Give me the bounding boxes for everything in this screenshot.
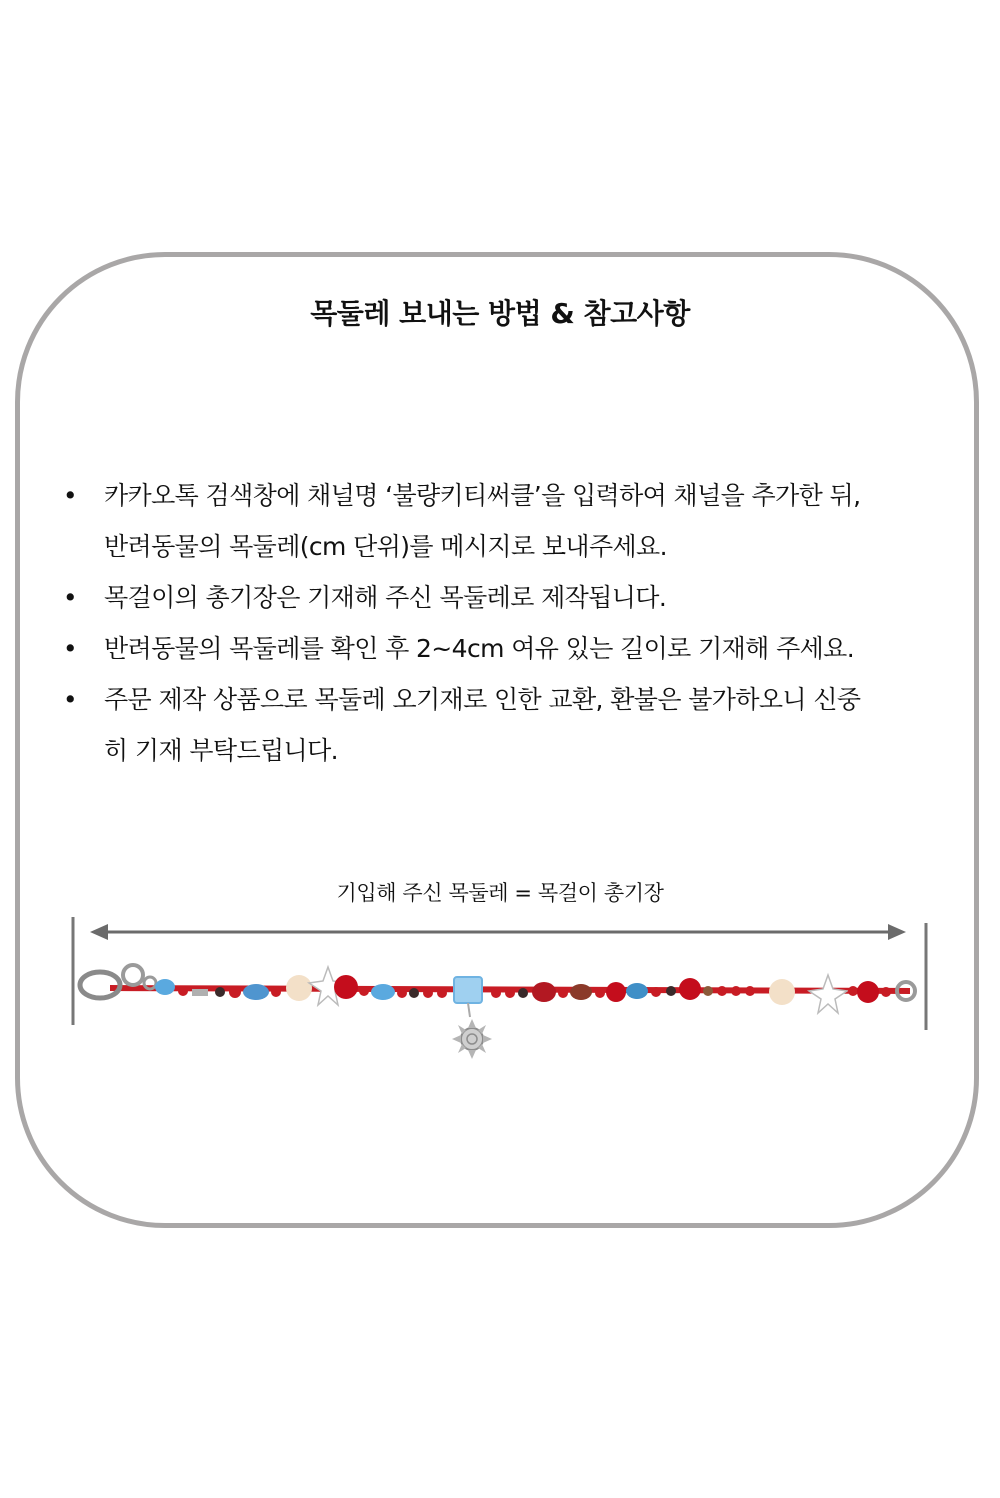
bullet-icon: • [62, 583, 78, 612]
note-line: 주문 제작 상품으로 목둘레 오기재로 인한 교환, 환불은 불가하오니 신중 [104, 685, 861, 714]
note-line: 히 기재 부탁드립니다. [104, 736, 338, 765]
list-item [60, 623, 940, 674]
bullet-icon: • [62, 481, 78, 510]
bullet-icon: • [62, 634, 78, 663]
list-item [60, 674, 940, 776]
notes-list [60, 470, 940, 776]
note-line: 카카오톡 검색창에 채널명 ‘불량키티써클’을 입력하여 채널을 추가한 뒤, [104, 481, 861, 510]
measure-caption: 기입해 주신 목둘레 = 목걸이 총기장 [336, 881, 664, 905]
necklace-photo [80, 965, 915, 1059]
page-title: 목둘레 보내는 방법 & 참고사항 [310, 297, 690, 330]
list-item [60, 572, 940, 623]
lobster-clasp-icon [80, 965, 156, 998]
bullet-icon: • [62, 685, 78, 714]
note-line: 반려동물의 목둘레를 확인 후 2~4cm 여유 있는 길이로 기재해 주세요. [104, 634, 855, 663]
note-line: 반려동물의 목둘레(cm 단위)를 메시지로 보내주세요. [104, 532, 667, 561]
sun-charm-icon [452, 1019, 492, 1059]
double-arrow-icon [90, 924, 906, 940]
note-line: 목걸이의 총기장은 기재해 주신 목둘레로 제작됩니다. [104, 583, 667, 612]
list-item [60, 470, 940, 572]
necklace-diagram [0, 905, 1000, 1075]
